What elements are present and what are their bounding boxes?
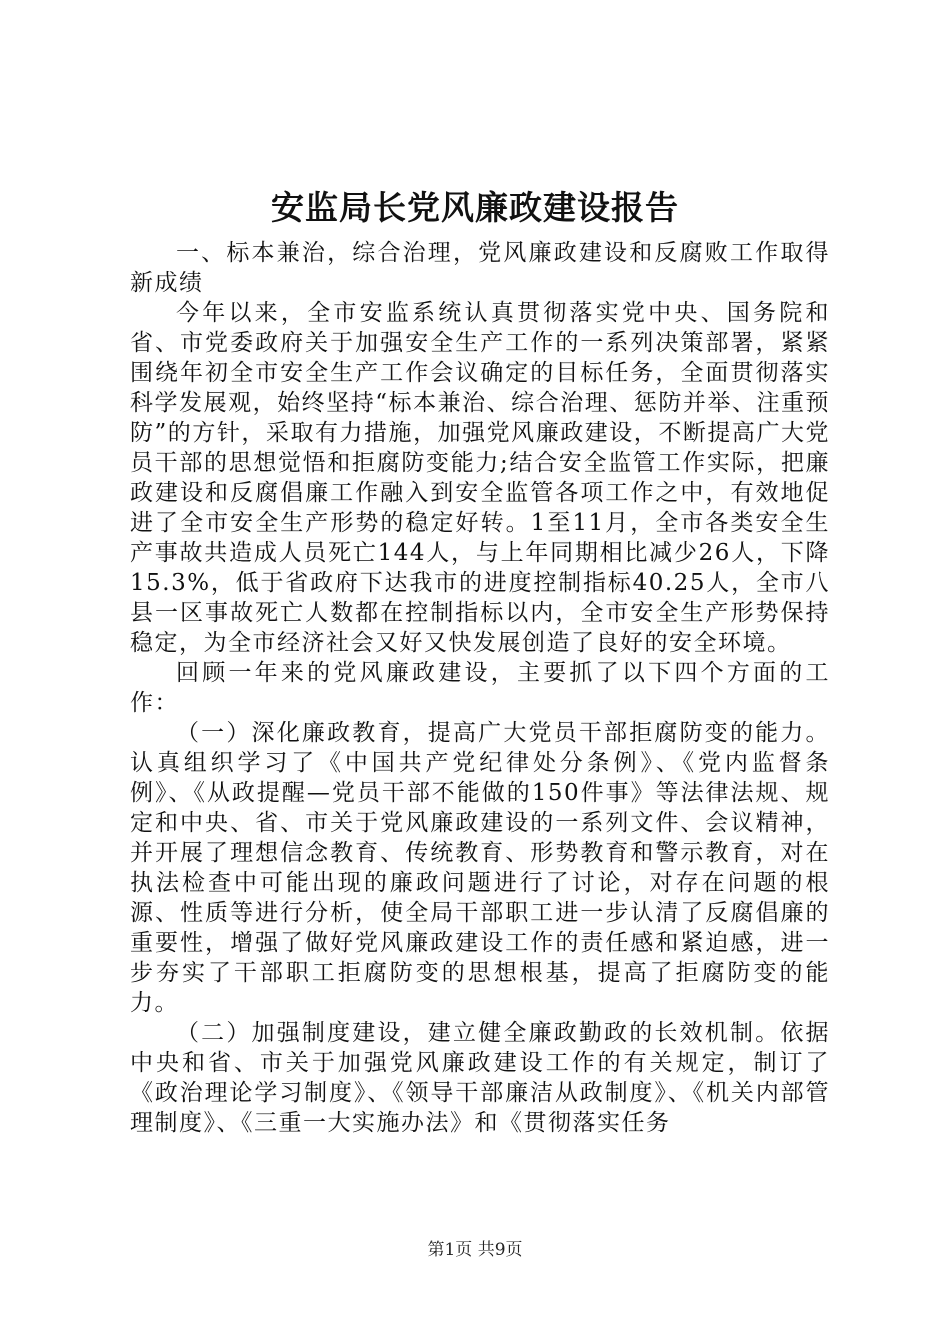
paragraph-overview: 今年以来，全市安监系统认真贯彻落实党中央、国务院和省、市党委政府关于加强安全生产工作的一系列决策部署，紧紧围绕年初全市安全生产工作会议确定的目标任务，全面贯彻落实科学发展观，始终坚持“标本兼治、综合治理、惩防并举、注重预防”的方针，采取有力措施，加强党风廉政建设，不断提高广大党员干部的思想觉悟和拒腐防变能力;结合安全监管工作实际，把廉政建设和反腐倡廉工作融入到安全监管各项工作之中，有效地促进了全市安全生产形势的稳定好转。1至11月，全市各类安全生产事故共造成人员死亡144人，与上年同期相比减少26人，下降15.3%，低于省政府下达我市的进度控制指标40.25人，全市八县一区事故死亡人数都在控制指标以内，全市安全生产形势保持稳定，为全市经济社会又好又快发展创造了良好的安全环境。 <box>130 300 830 656</box>
page-footer: 第1页 共9页 <box>427 1240 523 1260</box>
document-title: 安监局长党风廉政建设报告 <box>271 188 679 227</box>
paragraph-education: （一）深化廉政教育，提高广大党员干部拒腐防变的能力。认真组织学习了《中国共产党纪律处分条例》、《党内监督条例》、《从政提醒—党员干部不能做的150件事》等法律法规、规定和中央、省、市关于党风廉政建设的一系列文件、会议精神，并开展了理想信念教育、传统教育、形势教育和警示教育，对在执法检查中可能出现的廉政问题进行了讨论，对存在问题的根源、性质等进行分析，使全局干部职工进一步认清了反腐倡廉的重要性，增强了做好党风廉政建设工作的责任感和紧迫感，进一步夯实了干部职工拒腐防变的思想根基，提高了拒腐防变的能力。 <box>130 720 830 1016</box>
document-body <box>130 238 830 1138</box>
paragraph-institution: （二）加强制度建设，建立健全廉政勤政的长效机制。依据中央和省、市关于加强党风廉政建设工作的有关规定，制订了《政治理论学习制度》、《领导干部廉洁从政制度》、《机关内部管理制度》、《三重一大实施办法》和《贯彻落实任务 <box>130 1020 830 1136</box>
section-heading: 一、标本兼治，综合治理，党风廉政建设和反腐败工作取得新成绩 <box>130 240 830 296</box>
paragraph-review: 回顾一年来的党风廉政建设，主要抓了以下四个方面的工作： <box>130 660 830 716</box>
